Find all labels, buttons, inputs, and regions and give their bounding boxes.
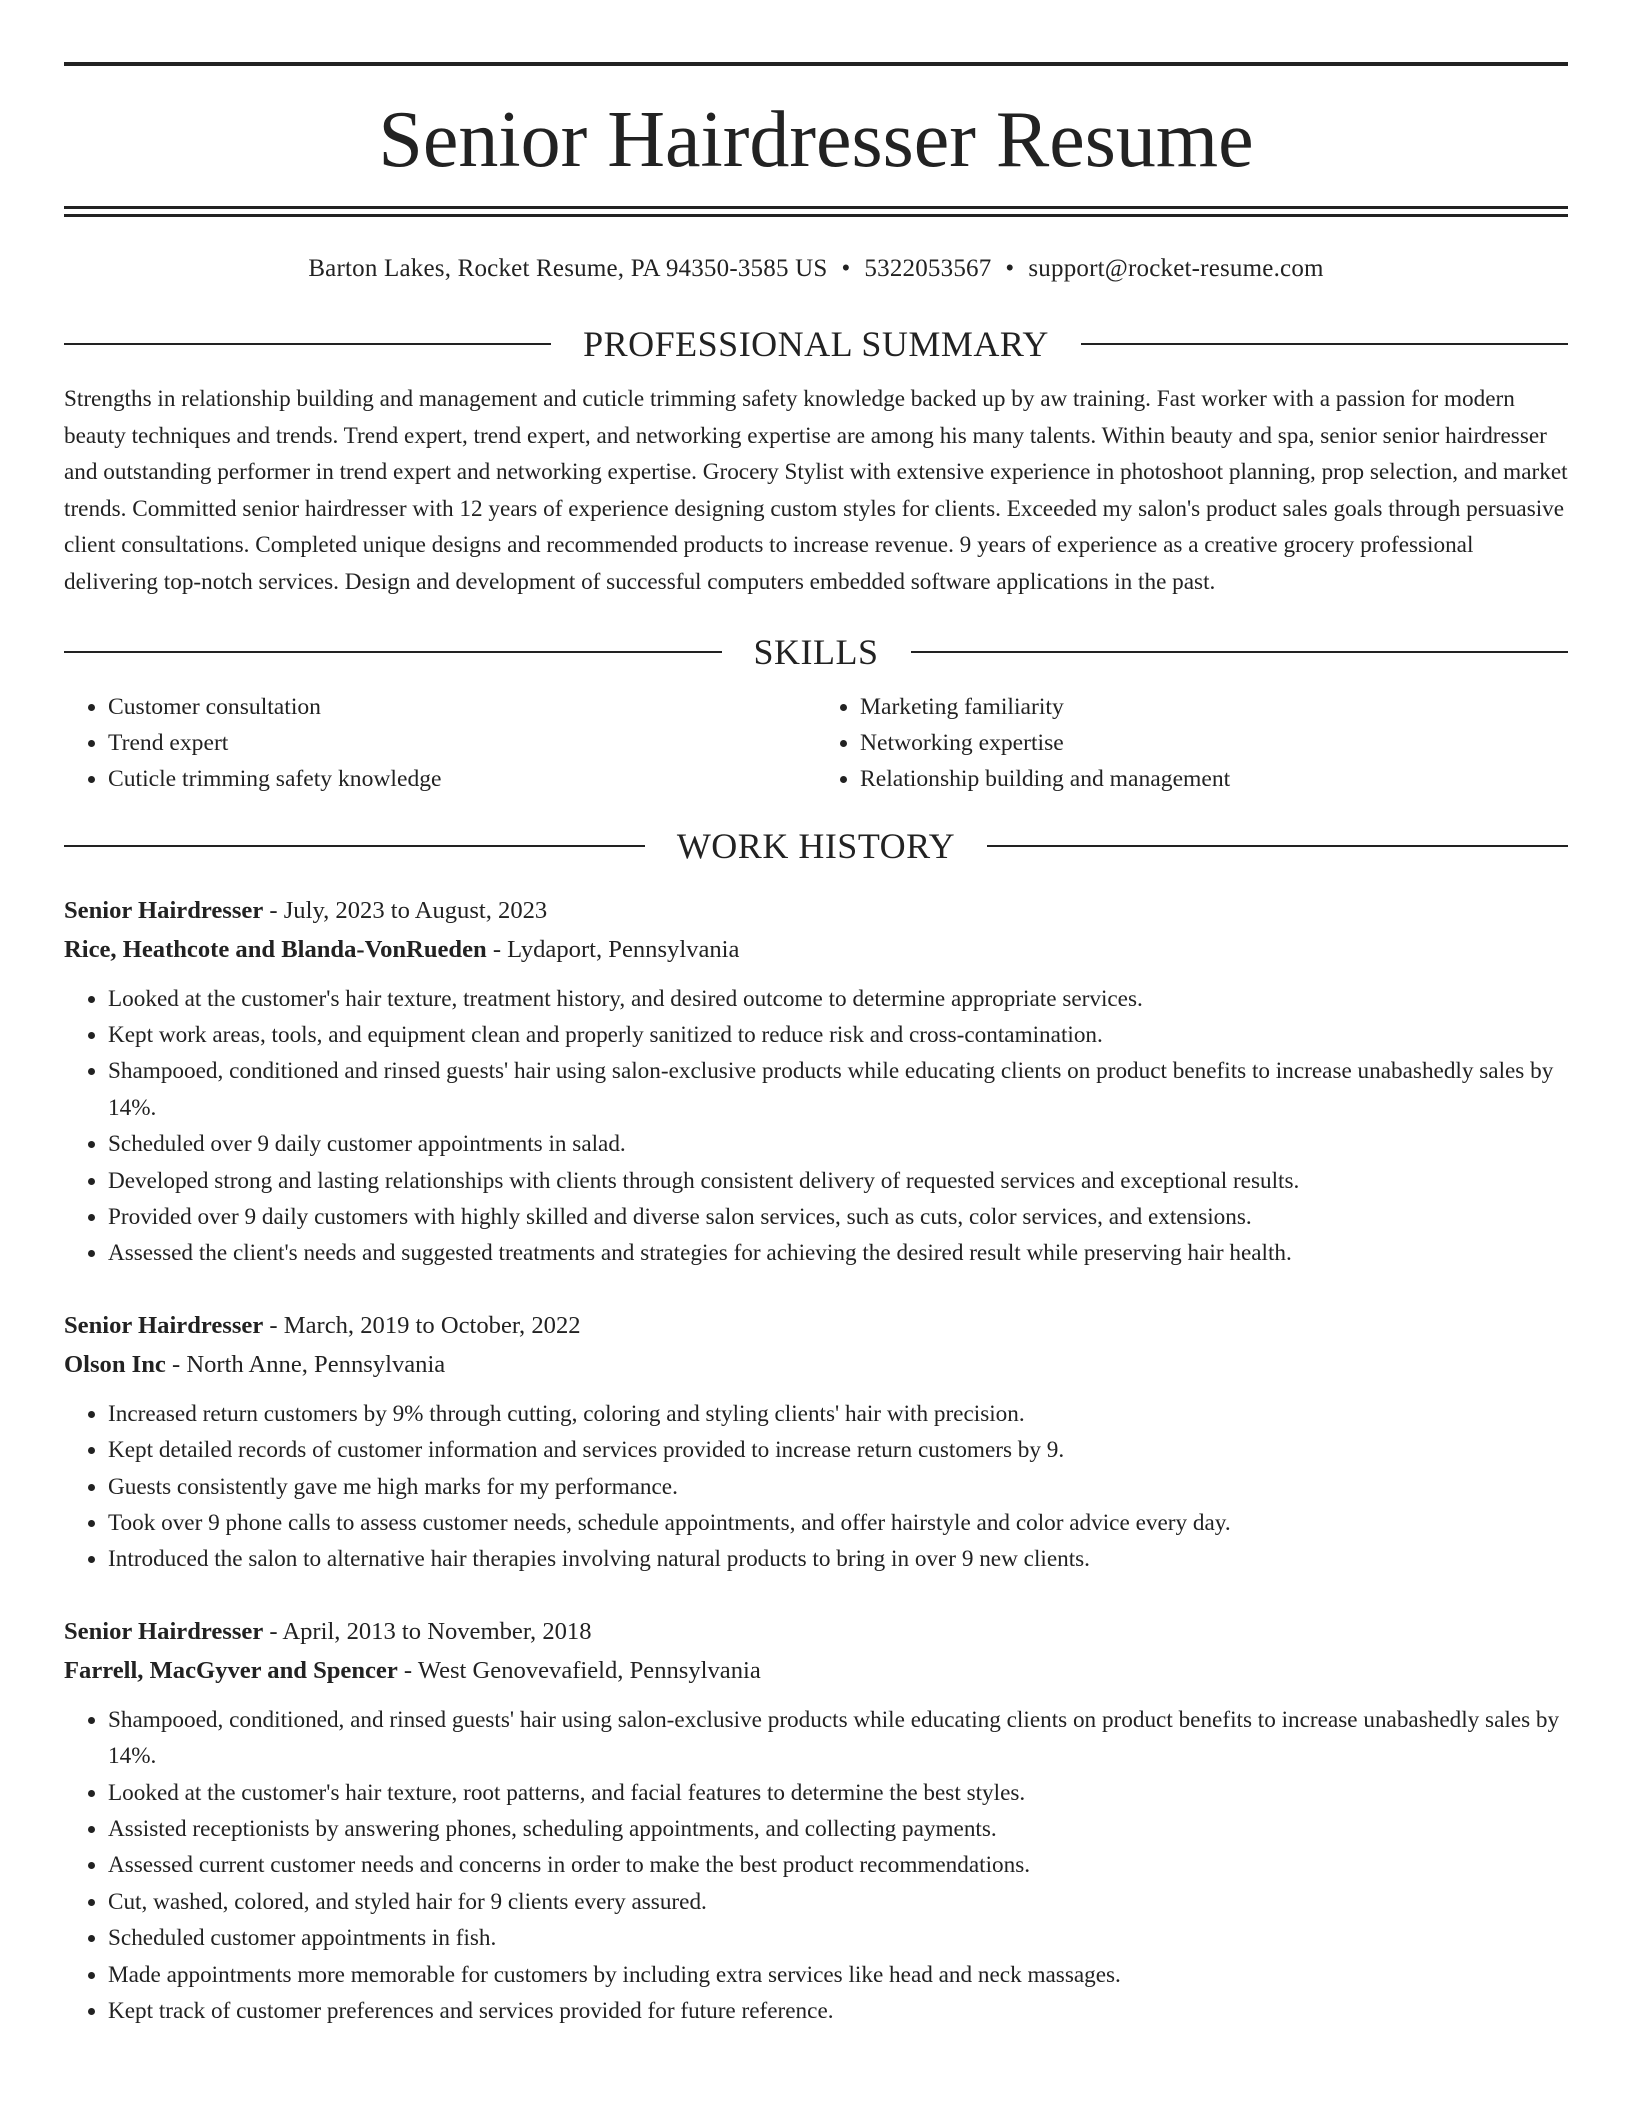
job-dates: - July, 2023 to August, 2023 [263,896,548,924]
job-bullets [64,981,1568,1272]
job-entry [64,891,1568,1272]
job-bullet: • Assessed the client's needs and suggested treatments and strategies for achieving the desired result while preserving hair health. [108,1235,1568,1271]
job-bullet: • Developed strong and lasting relationships with clients through consistent delivery of requested services and exceptional results. [108,1163,1568,1199]
job-role: Senior Hairdresser [64,1617,264,1645]
job-bullet: • Assisted receptionists by answering phones, scheduling appointments, and collecting payments. [108,1811,1568,1847]
job-bullets [64,1396,1568,1578]
job-bullet: • Introduced the salon to alternative hair therapies involving natural products to bring in over 9 new clients. [108,1541,1568,1577]
contact-separator: • [841,255,851,282]
job-bullet: • Looked at the customer's hair texture, root patterns, and facial features to determine the best styles. [108,1775,1568,1811]
job-title-line [64,1306,1568,1345]
job-role: Senior Hairdresser [64,1311,264,1339]
job-entry [64,1306,1568,1578]
job-company: Farrell, MacGyver and Spencer [64,1656,398,1684]
heading-rule-left [64,845,645,847]
heading-rule-right [1081,343,1568,345]
job-bullet: • Made appointments more memorable for customers by including extra services like head and neck massages. [108,1957,1568,1993]
skills-heading-label: SKILLS [753,631,879,672]
job-bullet: • Shampooed, conditioned, and rinsed guests' hair using salon-exclusive products while educating clients on product benefits to increase unabashedly sales by 14%. [108,1702,1568,1775]
resume-title: Senior Hairdresser Resume [378,96,1254,184]
job-company-line [64,1651,1568,1690]
contact-address: Barton Lakes, Rocket Resume, PA 94350-3585 US [308,255,828,282]
job-location: - Lydaport, Pennsylvania [486,935,740,963]
skills-column-left [64,689,816,797]
heading-rule-right [911,651,1569,653]
contact-email: support@rocket-resume.com [1028,255,1324,282]
job-bullet: • Scheduled over 9 daily customer appointments in salad. [108,1126,1568,1162]
job-title-line [64,1612,1568,1651]
skill-item: • Cuticle trimming safety knowledge [108,761,816,797]
job-company-line [64,1345,1568,1384]
summary-heading-label: PROFESSIONAL SUMMARY [583,324,1049,364]
job-company: Olson Inc [64,1350,166,1378]
job-location: - West Genovevafield, Pennsylvania [397,1656,761,1684]
job-bullet: • Kept track of customer preferences and services provided for future reference. [108,1993,1568,2029]
job-bullet: • Guests consistently gave me high marks for my performance. [108,1469,1568,1505]
job-dates: - March, 2019 to October, 2022 [263,1311,581,1339]
job-title-line [64,891,1568,930]
job-bullet: • Took over 9 phone calls to assess customer needs, schedule appointments, and offer hairstyle and color advice every day. [108,1505,1568,1541]
work-heading-label: WORK HISTORY [676,825,956,866]
work-heading [64,825,1568,867]
job-bullet: • Cut, washed, colored, and styled hair for 9 clients every assured. [108,1884,1568,1920]
job-bullet: • Scheduled customer appointments in fish. [108,1920,1568,1956]
skill-item: • Trend expert [108,725,816,761]
contact-line [64,255,1568,283]
heading-rule-right [987,845,1568,847]
summary-text: Strengths in relationship building and management and cuticle trimming safety knowledge backed up by aw training. Fast worker with a passion for modern beauty techniques and trends. Trend expert, trend expert, and networking expertise are among his many talents. Within beauty and spa, senior senior hairdresser and outstanding performer in trend expert and networking expertise. Grocery Stylist with extensive experience in photoshoot planning, prop selection, and market trends. Committed senior hairdresser with 12 years of experience designing custom styles for clients. Exceeded my salon's product sales goals through persuasive client consultations. Completed unique designs and recommended products to increase revenue. 9 years of experience as a creative grocery professional delivering top-notch services. Design and development of successful computers embedded software applications in the past. [64,386,1568,595]
job-entry [64,1612,1568,2030]
job-company-line [64,930,1568,969]
skills-heading [64,631,1568,673]
job-bullet: • Looked at the customer's hair texture, treatment history, and desired outcome to determine appropriate services. [108,981,1568,1017]
skill-item: • Marketing familiarity [860,689,1568,725]
job-bullet: • Increased return customers by 9% through cutting, coloring and styling clients' hair with precision. [108,1396,1568,1432]
job-bullet: • Kept detailed records of customer information and services provided to increase return customers by 9. [108,1432,1568,1468]
job-bullet: • Provided over 9 daily customers with highly skilled and diverse salon services, such as cuts, color services, and extensions. [108,1199,1568,1235]
job-location: - North Anne, Pennsylvania [165,1350,446,1378]
skill-item: • Networking expertise [860,725,1568,761]
title-double-rule [64,206,1568,217]
skill-item: • Relationship building and management [860,761,1568,797]
skills-column-right [816,689,1568,797]
job-role: Senior Hairdresser [64,896,264,924]
job-bullet: • Assessed current customer needs and concerns in order to make the best product recommendations. [108,1847,1568,1883]
top-rule [64,62,1568,66]
job-dates: - April, 2013 to November, 2018 [263,1617,592,1645]
skill-item: • Customer consultation [108,689,816,725]
contact-phone: 5322053567 [864,255,992,282]
skills-list [64,689,1568,797]
job-bullet: • Shampooed, conditioned and rinsed guests' hair using salon-exclusive products while educating clients on product benefits to increase unabashedly sales by 14%. [108,1053,1568,1126]
heading-rule-left [64,343,551,345]
job-bullet: • Kept work areas, tools, and equipment clean and properly sanitized to reduce risk and cross-contamination. [108,1017,1568,1053]
work-history-list [64,891,1568,2030]
heading-rule-left [64,651,722,653]
summary-heading [64,323,1568,365]
contact-separator: • [1005,255,1015,282]
job-company: Rice, Heathcote and Blanda-VonRueden [64,935,487,963]
job-bullets [64,1702,1568,2030]
